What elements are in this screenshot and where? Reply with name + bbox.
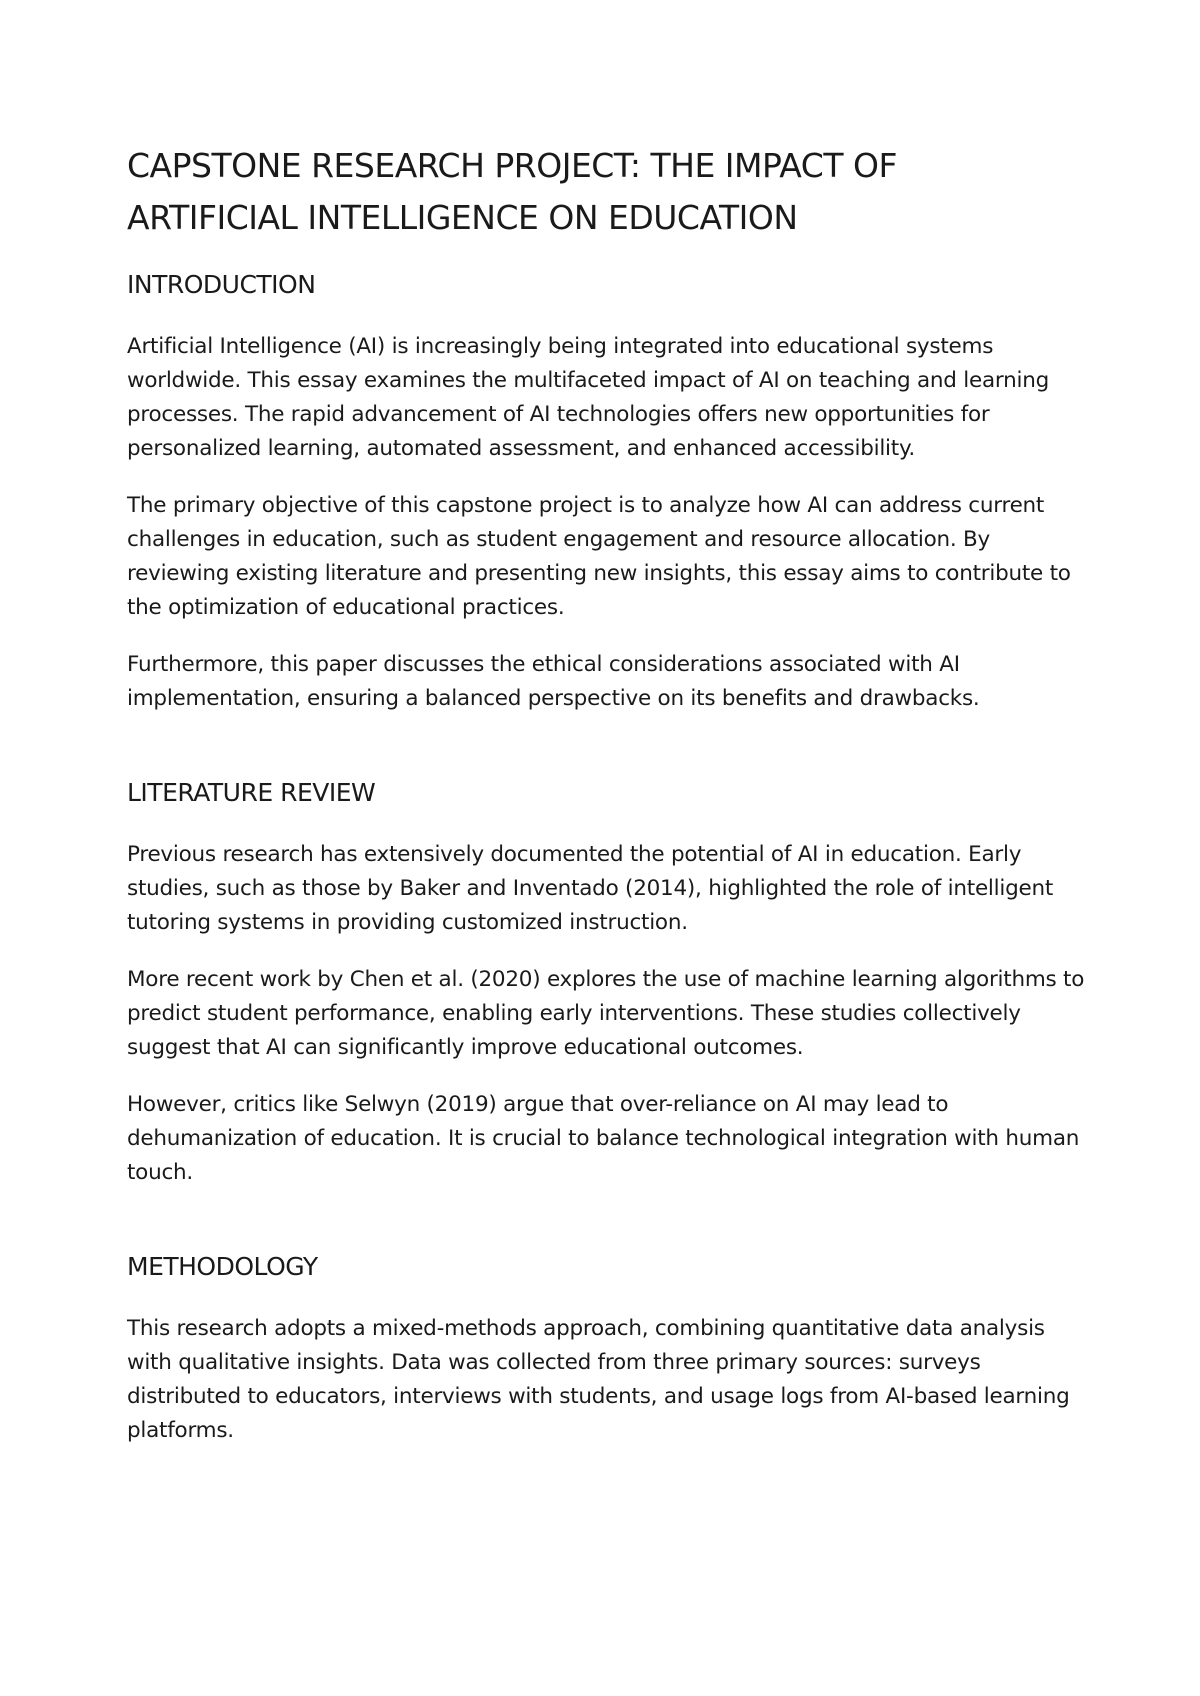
paragraph: Furthermore, this paper discusses the ethical considerations associated with AI implementation, ensuring a balanced perspective on its benefits and drawbacks. [127, 652, 980, 711]
document-title-line-2: ARTIFICIAL INTELLIGENCE ON EDUCATION [127, 198, 798, 237]
document-title [127, 140, 1087, 244]
document-page [127, 140, 1087, 1448]
section-methodology [127, 1250, 1087, 1448]
section-heading: METHODOLOGY [127, 1252, 318, 1281]
section-heading: LITERATURE REVIEW [127, 778, 376, 807]
section-body [127, 330, 1087, 716]
paragraph: More recent work by Chen et al. (2020) explores the use of machine learning algorithms to predict student performance, enabling early interventions. These studies collectively suggest that AI can significantly improve educational outcomes. [127, 967, 1085, 1060]
paragraph: However, critics like Selwyn (2019) argue that over-reliance on AI may lead to dehumanization of education. It is crucial to balance technological integration with human touch. [127, 1092, 1080, 1185]
section-body [127, 1312, 1087, 1448]
section-introduction [127, 268, 1087, 716]
section-literature-review [127, 776, 1087, 1190]
paragraph: Previous research has extensively documented the potential of AI in education. Early studies, such as those by Baker and Inventado (2014), highlighted the role of intelligent tutoring systems in providing customized instruction. [127, 842, 1054, 935]
section-heading: INTRODUCTION [127, 270, 316, 299]
section-body [127, 838, 1087, 1190]
paragraph: Artificial Intelligence (AI) is increasingly being integrated into educational systems worldwide. This essay examines the multifaceted impact of AI on teaching and learning processes. The rapid advancement of AI technologies offers new opportunities for personalized learning, automated assessment, and enhanced accessibility. [127, 334, 1049, 461]
document-title-line-1: CAPSTONE RESEARCH PROJECT: THE IMPACT OF [127, 146, 897, 185]
paragraph: The primary objective of this capstone project is to analyze how AI can address current challenges in education, such as student engagement and resource allocation. By reviewing existing literature and presenting new insights, this essay aims to contribute to the optimization of educational practices. [127, 493, 1071, 620]
paragraph: This research adopts a mixed-methods approach, combining quantitative data analysis with qualitative insights. Data was collected from three primary sources: surveys distributed to educators, interviews with students, and usage logs from AI-based learning platforms. [127, 1316, 1070, 1443]
